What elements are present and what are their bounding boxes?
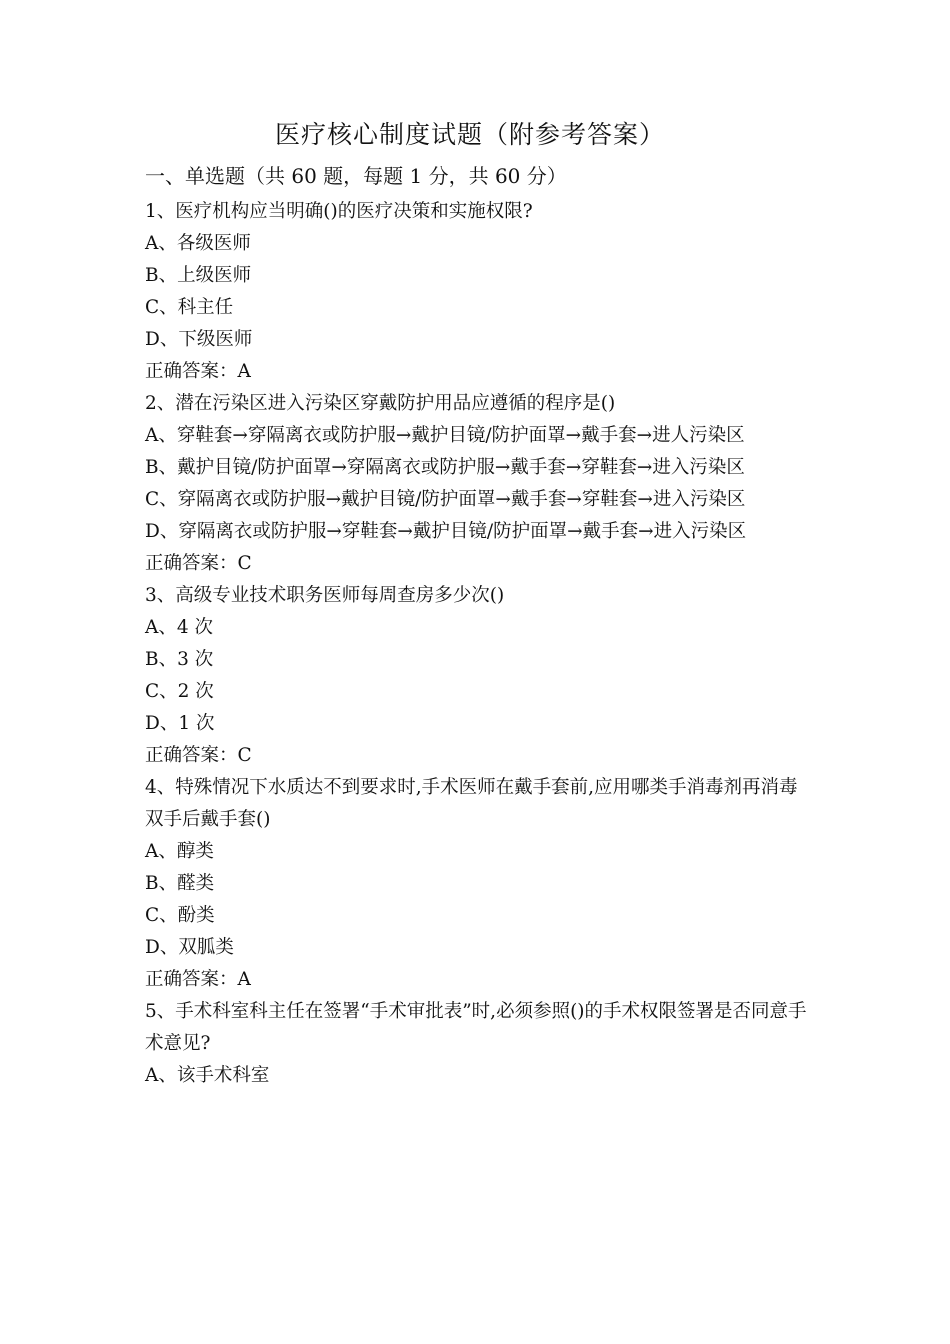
answer: 正确答案：A [145, 969, 251, 990]
option-a: A、该手术科室 [145, 1065, 270, 1086]
section-heading: 一、单选题（共 60 题，每题 1 分，共 60 分） [145, 164, 567, 188]
answer: 正确答案：C [145, 553, 252, 574]
option-a: A、穿鞋套→穿隔离衣或防护服→戴护目镜/防护面罩→戴手套→进人污染区 [145, 425, 745, 446]
option-c: C、2 次 [145, 681, 214, 702]
question-stem: 4、特殊情况下水质达不到要求时,手术医师在戴手套前,应用哪类手消毒剂再消毒双手后戴手套() [145, 777, 798, 830]
answer: 正确答案：C [145, 745, 252, 766]
question-stem: 1、医疗机构应当明确()的医疗决策和实施权限? [145, 201, 533, 222]
question-5 [145, 996, 815, 1092]
option-a: A、4 次 [145, 617, 214, 638]
option-d: D、双胍类 [145, 937, 234, 958]
option-c: C、穿隔离衣或防护服→戴护目镜/防护面罩→戴手套→穿鞋套→进入污染区 [145, 489, 746, 510]
answer: 正确答案：A [145, 361, 251, 382]
option-b: B、上级医师 [145, 265, 252, 286]
option-d: D、1 次 [145, 713, 215, 734]
option-d: D、下级医师 [145, 329, 253, 350]
option-b: B、3 次 [145, 649, 214, 670]
option-b: B、戴护目镜/防护面罩→穿隔离衣或防护服→戴手套→穿鞋套→进入污染区 [145, 457, 745, 478]
option-c: C、科主任 [145, 297, 234, 318]
question-1 [145, 196, 815, 388]
option-b: B、醛类 [145, 873, 215, 894]
option-a: A、各级医师 [145, 233, 251, 254]
option-a: A、醇类 [145, 841, 214, 862]
document-title: 医疗核心制度试题（附参考答案） [274, 120, 665, 149]
option-c: C、酚类 [145, 905, 215, 926]
question-stem: 3、高级专业技术职务医师每周查房多少次() [145, 585, 505, 606]
question-2 [145, 388, 815, 580]
question-list [145, 196, 815, 1092]
option-d: D、穿隔离衣或防护服→穿鞋套→戴护目镜/防护面罩→戴手套→进入污染区 [145, 521, 747, 542]
question-4 [145, 772, 815, 996]
question-stem: 5、手术科室科主任在签署“手术审批表”时,必须参照()的手术权限签署是否同意手术意见? [145, 1001, 807, 1054]
question-3 [145, 580, 815, 772]
question-stem: 2、潜在污染区进入污染区穿戴防护用品应遵循的程序是() [145, 393, 616, 414]
